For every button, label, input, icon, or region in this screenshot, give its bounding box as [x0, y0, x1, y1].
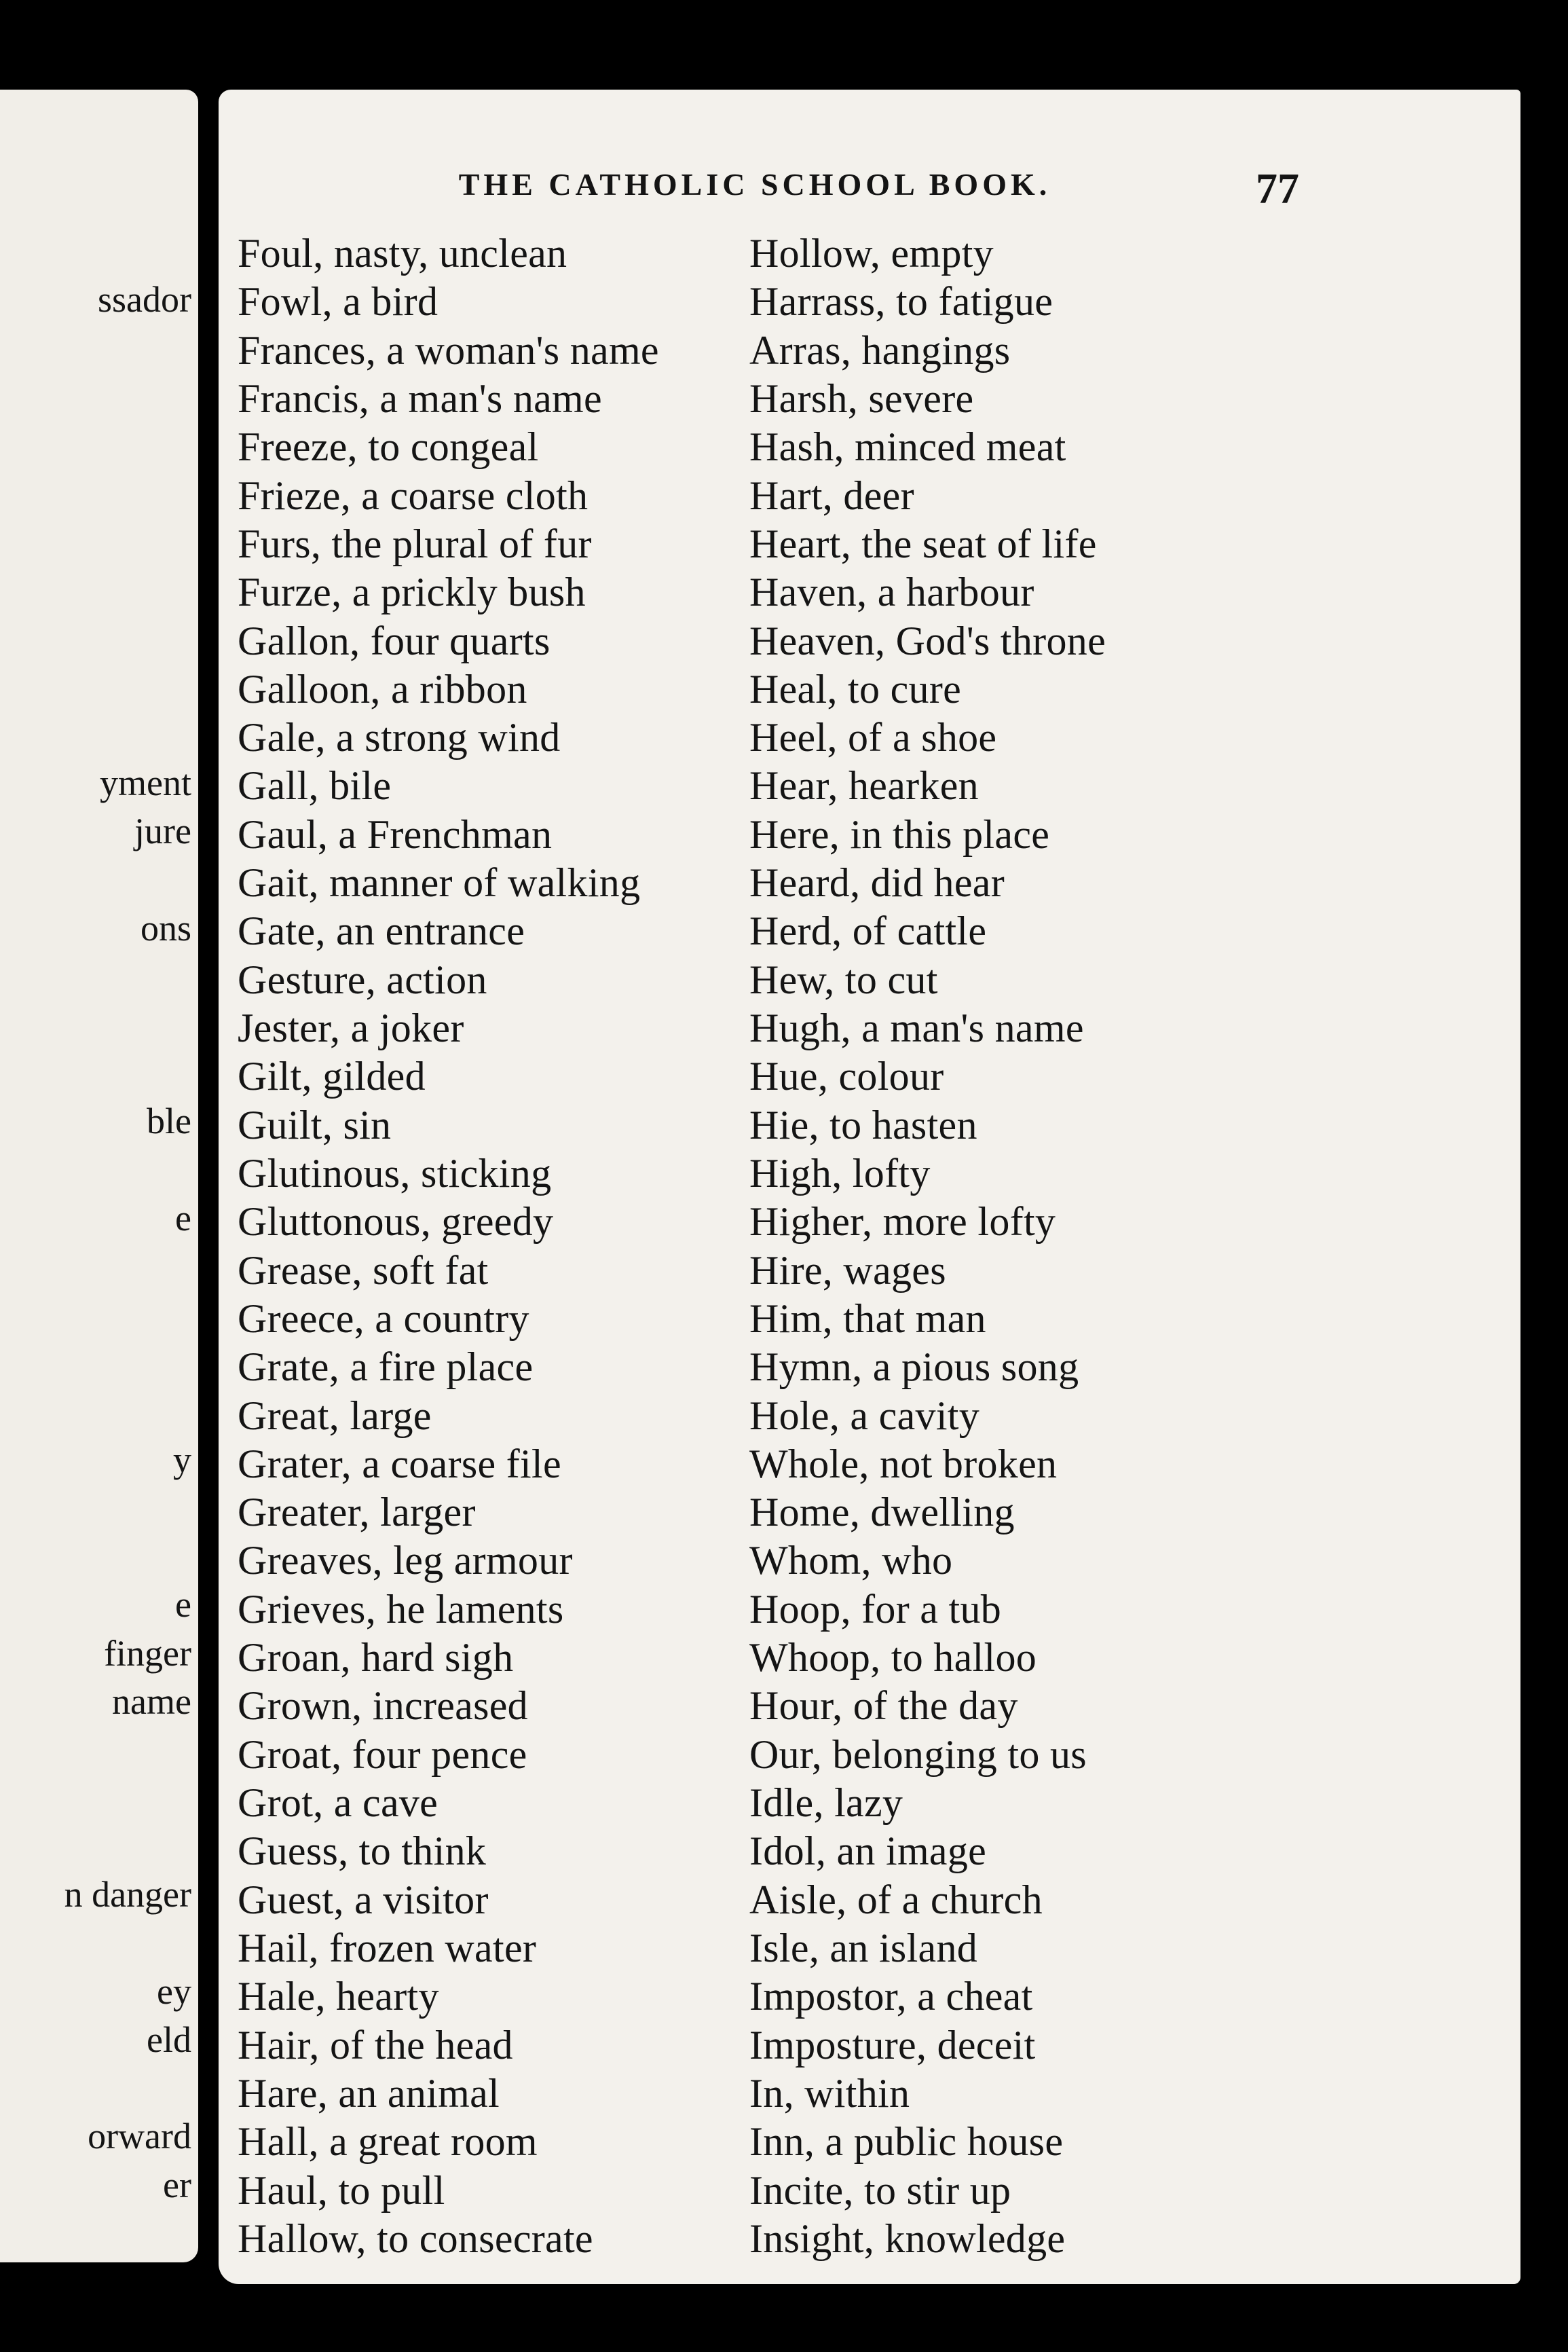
facing-page-fragment: ble	[147, 1101, 191, 1142]
word-entry: Heart, the seat of life	[749, 521, 1097, 566]
running-title: THE CATHOLIC SCHOOL BOOK.	[458, 167, 1051, 202]
word-entry: Herd, of cattle	[749, 908, 987, 954]
word-entry: In, within	[749, 2070, 910, 2116]
word-entry: Hair, of the head	[238, 2022, 513, 2068]
facing-page-fragment: e	[175, 1197, 191, 1238]
word-entry: Grot, a cave	[238, 1780, 438, 1825]
word-entry: Gall, bile	[238, 763, 392, 809]
facing-page-fragment: y	[173, 1439, 191, 1480]
word-entry: Insight, knowledge	[749, 2216, 1066, 2261]
word-entry: Inn, a public house	[749, 2119, 1064, 2165]
word-entry: Hallow, to consecrate	[238, 2216, 593, 2261]
page-number: 77	[1256, 164, 1299, 213]
word-entry: Imposture, deceit	[749, 2022, 1036, 2068]
word-entry: Jester, a joker	[238, 1006, 464, 1050]
word-entry: Furs, the plural of fur	[238, 521, 592, 566]
word-entry: Gate, an entrance	[238, 908, 525, 954]
word-entry: Impostor, a cheat	[749, 1974, 1033, 2019]
word-entry: Guess, to think	[238, 1829, 487, 1874]
word-entry: Haven, a harbour	[749, 570, 1034, 615]
word-entry: Home, dwelling	[749, 1490, 1015, 1535]
book-gutter	[198, 90, 219, 2262]
word-entry: Him, that man	[749, 1296, 986, 1341]
word-entry: Heel, of a shoe	[749, 715, 997, 760]
word-entry: Idle, lazy	[749, 1780, 903, 1825]
facing-page	[0, 90, 198, 2262]
word-entry: Guilt, sin	[238, 1102, 392, 1147]
facing-page-fragment: finger	[104, 1632, 191, 1674]
word-entry: Gluttonous, greedy	[238, 1199, 554, 1245]
word-entry: Hart, deer	[749, 473, 914, 518]
page-header	[219, 158, 1520, 212]
word-entry: Arras, hangings	[749, 327, 1011, 373]
word-list-left-column	[238, 231, 753, 2261]
word-entry: Heal, to cure	[749, 666, 962, 712]
word-entry: Incite, to stir up	[749, 2167, 1011, 2213]
word-entry: Grieves, he laments	[238, 1586, 564, 1632]
word-entry: Hugh, a man's name	[749, 1006, 1084, 1050]
word-entry: Hie, to hasten	[749, 1102, 977, 1147]
facing-page-fragment: e	[175, 1584, 191, 1625]
word-entry: Grease, soft fat	[238, 1247, 489, 1293]
facing-page-fragment: ssador	[98, 279, 191, 320]
facing-page-fragment: ey	[157, 1970, 191, 2012]
word-entry: Hash, minced meat	[749, 424, 1066, 470]
word-entry: Higher, more lofty	[749, 1199, 1056, 1245]
word-entry: Greater, larger	[238, 1490, 476, 1535]
facing-page-fragment: yment	[100, 762, 191, 804]
book-page	[219, 90, 1520, 2284]
word-entry: Gesture, action	[238, 957, 487, 1002]
word-entry: Gait, manner of walking	[238, 860, 641, 906]
word-entry: Aisle, of a church	[749, 1877, 1043, 1922]
facing-page-fragment: name	[112, 1680, 191, 1722]
word-entry: Grate, a fire place	[238, 1344, 534, 1390]
word-entry: Fowl, a bird	[238, 279, 438, 325]
word-entry: Hue, colour	[749, 1054, 944, 1099]
word-entry: Greece, a country	[238, 1296, 529, 1341]
word-entry: Heard, did hear	[749, 860, 1005, 906]
word-entry: Harsh, severe	[749, 375, 974, 421]
word-entry: Grater, a coarse file	[238, 1441, 561, 1486]
word-entry: Here, in this place	[749, 811, 1050, 857]
word-entry: Heaven, God's throne	[749, 618, 1106, 663]
word-entry: Idol, an image	[749, 1829, 987, 1874]
word-entry: Gaul, a Frenchman	[238, 811, 553, 857]
word-entry: Hail, frozen water	[238, 1925, 537, 1970]
word-entry: Galloon, a ribbon	[238, 666, 527, 712]
facing-page-fragment: n danger	[64, 1874, 191, 1915]
word-entry: Hole, a cavity	[749, 1393, 980, 1438]
facing-page-fragment: eld	[147, 2019, 191, 2061]
word-entry: Hew, to cut	[749, 957, 938, 1002]
word-entry: Great, large	[238, 1393, 432, 1438]
word-entry: Hymn, a pious song	[749, 1344, 1079, 1390]
word-entry: Harrass, to fatigue	[749, 279, 1053, 325]
facing-page-text	[0, 90, 198, 2262]
word-entry: Hour, of the day	[749, 1683, 1018, 1729]
word-entry: Whole, not broken	[749, 1441, 1058, 1486]
word-entry: Hollow, empty	[749, 231, 994, 276]
word-entry: Gale, a strong wind	[238, 715, 561, 760]
word-entry: Groat, four pence	[238, 1731, 527, 1777]
word-entry: Hare, an animal	[238, 2070, 500, 2116]
facing-page-fragment: ons	[140, 907, 191, 949]
word-entry: Francis, a man's name	[238, 375, 602, 421]
word-entry: Grown, increased	[238, 1683, 528, 1729]
word-entry: Whoop, to halloo	[749, 1635, 1037, 1680]
facing-page-fragment: er	[163, 2164, 191, 2205]
word-entry: Frieze, a coarse cloth	[238, 473, 589, 518]
word-entry: Freeze, to congeal	[238, 424, 539, 470]
word-entry: Our, belonging to us	[749, 1731, 1087, 1777]
facing-page-fragment: orward	[88, 2116, 191, 2157]
word-entry: Foul, nasty, unclean	[238, 231, 567, 276]
word-entry: Hale, hearty	[238, 1974, 439, 2019]
word-entry: Whom, who	[749, 1538, 953, 1583]
word-entry: Haul, to pull	[238, 2167, 445, 2213]
word-entry: Hoop, for a tub	[749, 1586, 1002, 1632]
word-entry: Guest, a visitor	[238, 1877, 489, 1922]
word-entry: Hire, wages	[749, 1247, 946, 1293]
word-entry: Gallon, four quarts	[238, 618, 550, 663]
word-entry: Glutinous, sticking	[238, 1150, 552, 1196]
facing-page-fragment: jure	[134, 811, 191, 852]
word-entry: Frances, a woman's name	[238, 327, 659, 373]
word-entry: Greaves, leg armour	[238, 1538, 573, 1583]
word-list-right-column	[749, 231, 1401, 2261]
word-entry: Gilt, gilded	[238, 1054, 426, 1099]
word-entry: Hall, a great room	[238, 2119, 538, 2165]
word-entry: High, lofty	[749, 1150, 931, 1196]
word-entry: Groan, hard sigh	[238, 1635, 514, 1680]
word-entry: Furze, a prickly bush	[238, 570, 586, 615]
word-entry: Hear, hearken	[749, 763, 979, 809]
word-entry: Isle, an island	[749, 1925, 978, 1970]
